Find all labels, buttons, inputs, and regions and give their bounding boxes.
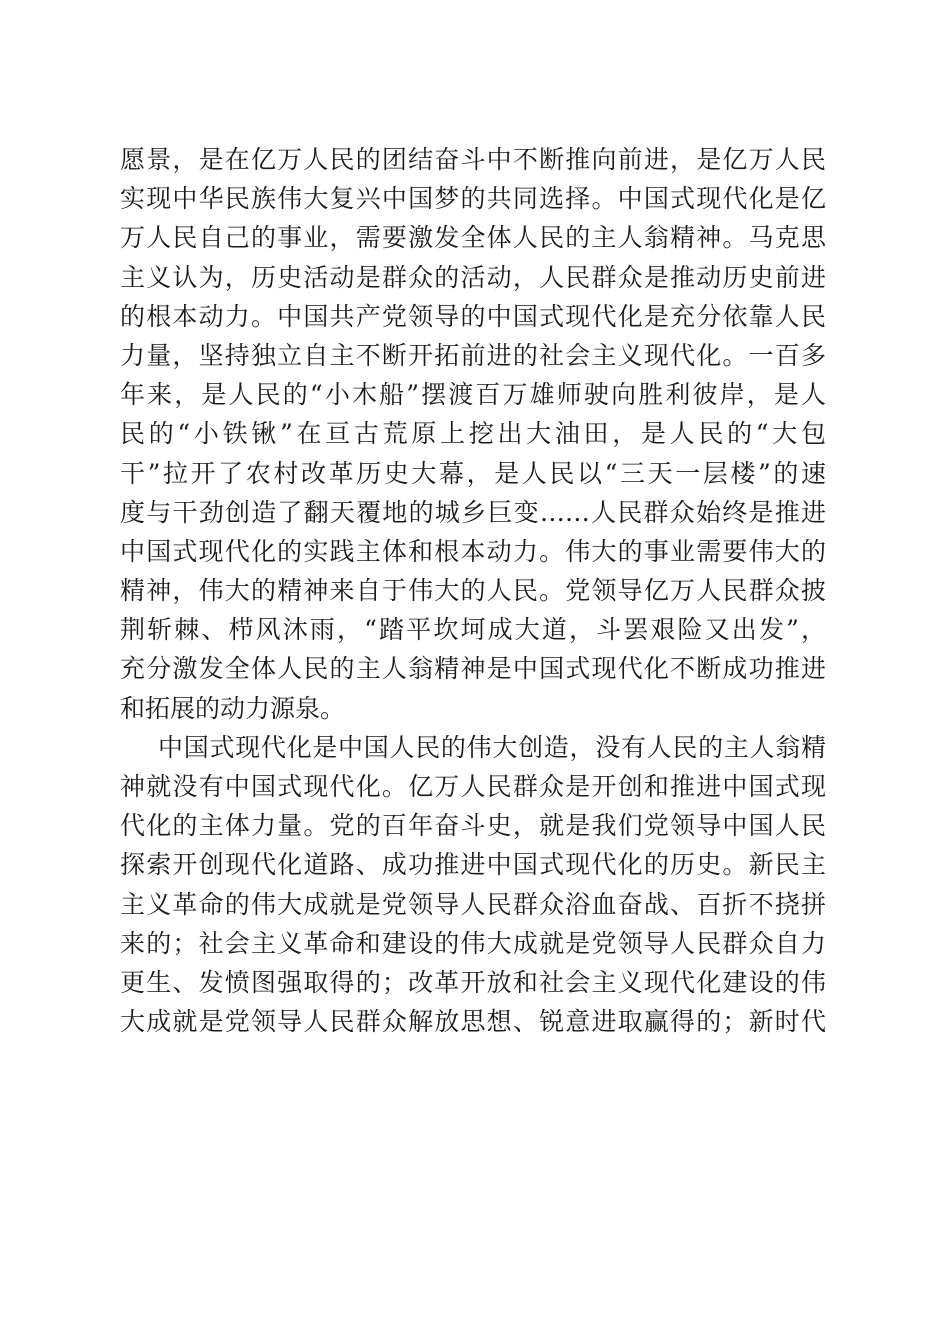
- text-line: 中国式现代化是中国人民的伟大创造，没有人民的主人翁精: [158, 732, 826, 762]
- text-line: 和拓展的动力源泉。: [120, 693, 346, 723]
- text-line: 大成就是党领导人民群众解放思想、锐意进取赢得的；新时代: [120, 1007, 826, 1037]
- text-line: 力量，坚持独立自主不断开拓前进的社会主义现代化。一百多: [120, 340, 826, 370]
- text-line: 的根本动力。中国共产党领导的中国式现代化是充分依靠人民: [120, 301, 826, 331]
- text-line: 来的；社会主义革命和建设的伟大成就是党领导人民群众自力: [120, 928, 826, 958]
- text-line: 民的“小铁锹”在亘古荒原上挖出大油田，是人民的“大包: [120, 419, 826, 449]
- text-line: 万人民自己的事业，需要激发全体人民的主人翁精神。马克思: [120, 223, 826, 253]
- text-line: 主义认为，历史活动是群众的活动，人民群众是推动历史前进: [120, 262, 826, 292]
- text-line: 年来，是人民的“小木船”摆渡百万雄师驶向胜利彼岸，是人: [120, 380, 826, 410]
- text-line: 充分激发全体人民的主人翁精神是中国式现代化不断成功推进: [120, 654, 826, 684]
- body-text: [120, 140, 826, 1041]
- text-line: 荆斩棘、栉风沐雨，“踏平坎坷成大道，斗罢艰险又出发”，: [120, 615, 826, 645]
- paragraph-1: [120, 140, 826, 728]
- text-line: 精神，伟大的精神来自于伟大的人民。党领导亿万人民群众披: [120, 576, 826, 606]
- text-line: 实现中华民族伟大复兴中国梦的共同选择。中国式现代化是亿: [120, 184, 826, 214]
- text-line: 干”拉开了农村改革历史大幕，是人民以“三天一层楼”的速: [120, 458, 826, 488]
- text-line: 代化的主体力量。党的百年奋斗史，就是我们党领导中国人民: [120, 811, 826, 841]
- text-line: 主义革命的伟大成就是党领导人民群众浴血奋战、百折不挠拼: [120, 889, 826, 919]
- text-line: 愿景，是在亿万人民的团结奋斗中不断推向前进，是亿万人民: [120, 145, 826, 174]
- text-line: 更生、发愤图强取得的；改革开放和社会主义现代化建设的伟: [120, 967, 826, 997]
- text-line: 神就没有中国式现代化。亿万人民群众是开创和推进中国式现: [120, 772, 826, 801]
- text-line: 中国式现代化的实践主体和根本动力。伟大的事业需要伟大的: [120, 536, 826, 566]
- text-line: 探索开创现代化道路、成功推进中国式现代化的历史。新民主: [120, 850, 826, 880]
- text-line: 度与干劲创造了翻天覆地的城乡巨变……人民群众始终是推进: [120, 497, 826, 527]
- paragraph-2: [120, 728, 826, 1042]
